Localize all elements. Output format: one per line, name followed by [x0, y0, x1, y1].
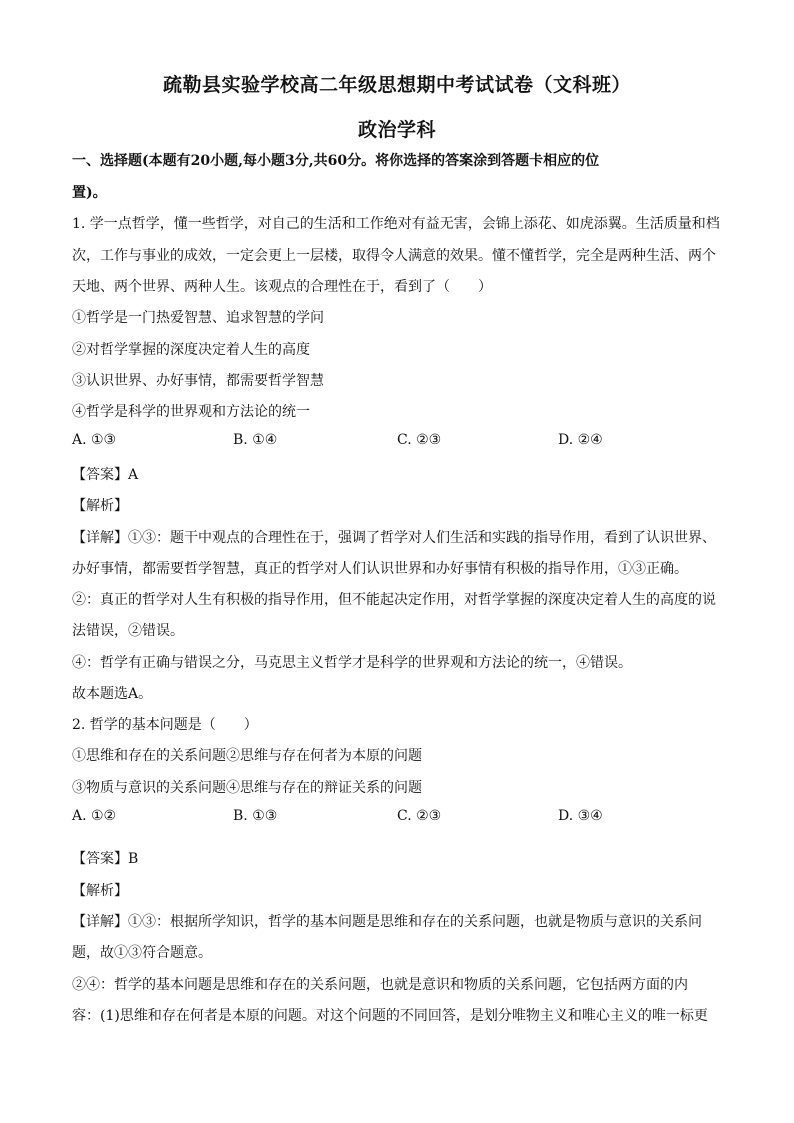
- q1-detail-line-3: ②：真正的哲学对人生有积极的指导作用，但不能起决定作用，对哲学掌握的深度决定着人生的高度的说: [72, 592, 716, 608]
- q1-item-3: ③认识世界、办好事情，都需要哲学智慧: [72, 373, 324, 389]
- q2-detail-line-4: 容：(1)思维和存在何者是本原的问题。对这个问题的不同回答，是划分唯物主义和唯心主义的唯一标更: [72, 1008, 708, 1024]
- section-heading-line-2: 置)。: [72, 185, 107, 201]
- q2-option-d: D. ③④: [558, 808, 603, 824]
- q1-detail-line-1: 【详解】①③：题干中观点的合理性在于，强调了哲学对人们生活和实践的指导作用，看到了认识世界、: [72, 530, 716, 546]
- q2-answer-tag: 【答案】: [72, 851, 128, 867]
- q1-analysis-tag: 【解析】: [72, 498, 128, 514]
- q1-stem-line-1: 1. 学一点哲学，懂一些哲学，对自己的生活和工作绝对有益无害，会锦上添花、如虎添翼。生活质量和档: [72, 216, 720, 232]
- q1-answer-value: A: [128, 467, 139, 483]
- q2-answer-value: B: [128, 851, 139, 867]
- q1-item-4: ④哲学是科学的世界观和方法论的统一: [72, 404, 310, 420]
- section-heading-line-1: 一、选择题(本题有20小题,每小题3分,共60分。将你选择的答案涂到答题卡相应的位: [72, 153, 600, 169]
- q2-option-c: C. ②③: [397, 808, 442, 824]
- q1-item-1: ①哲学是一门热爱智慧、追求智慧的学问: [72, 310, 324, 326]
- q2-detail-line-1: 【详解】①③：根据所学知识，哲学的基本问题是思维和存在的关系问题，也就是物质与意识的关系问: [72, 914, 702, 930]
- q2-item-2: ③物质与意识的关系问题④思维与存在的辩证关系的问题: [72, 780, 422, 796]
- q1-option-b: B. ①④: [233, 432, 278, 448]
- q1-option-a: A. ①③: [72, 432, 117, 448]
- q2-item-1: ①思维和存在的关系问题②思维与存在何者为本原的问题: [72, 748, 422, 764]
- q2-detail-line-2: 题，故①③符合题意。: [72, 945, 212, 961]
- q1-stem-line-3: 天地、两个世界、两种人生。该观点的合理性在于，看到了（ ）: [72, 279, 492, 295]
- q2-option-b: B. ①③: [233, 808, 278, 824]
- q1-option-c: C. ②③: [397, 432, 442, 448]
- q2-analysis-tag: 【解析】: [72, 883, 128, 899]
- page-subtitle: 政治学科: [357, 119, 436, 141]
- q1-detail-line-2: 办好事情，都需要哲学智慧，真正的哲学对人们认识世界和办好事情有积极的指导作用，①③正确。: [72, 561, 688, 577]
- q2-detail-line-3: ②④：哲学的基本问题是思维和存在的关系问题，也就是意识和物质的关系问题，它包括两方面的内: [72, 977, 688, 993]
- q2-answer: [72, 848, 138, 868]
- q1-detail-line-5: ④：哲学有正确与错误之分，马克思主义哲学才是科学的世界观和方法论的统一，④错误。: [72, 655, 632, 671]
- page-title: 疏勒县实验学校高二年级思想期中考试试卷（文科班）: [162, 74, 631, 96]
- q2-option-a: A. ①②: [72, 808, 117, 824]
- q1-detail-line-6: 故本题选A。: [72, 686, 153, 702]
- q1-detail-line-4: 法错误，②错误。: [72, 623, 184, 639]
- q1-item-2: ②对哲学掌握的深度决定着人生的高度: [72, 342, 310, 358]
- q1-option-d: D. ②④: [558, 432, 603, 448]
- q1-stem-line-2: 次，工作与事业的成效，一定会更上一层楼，取得令人满意的效果。懂不懂哲学，完全是两种生活、两个: [72, 248, 716, 264]
- q2-stem: 2. 哲学的基本问题是（ ）: [72, 717, 258, 733]
- q1-answer: [72, 464, 138, 484]
- q1-answer-tag: 【答案】: [72, 467, 128, 483]
